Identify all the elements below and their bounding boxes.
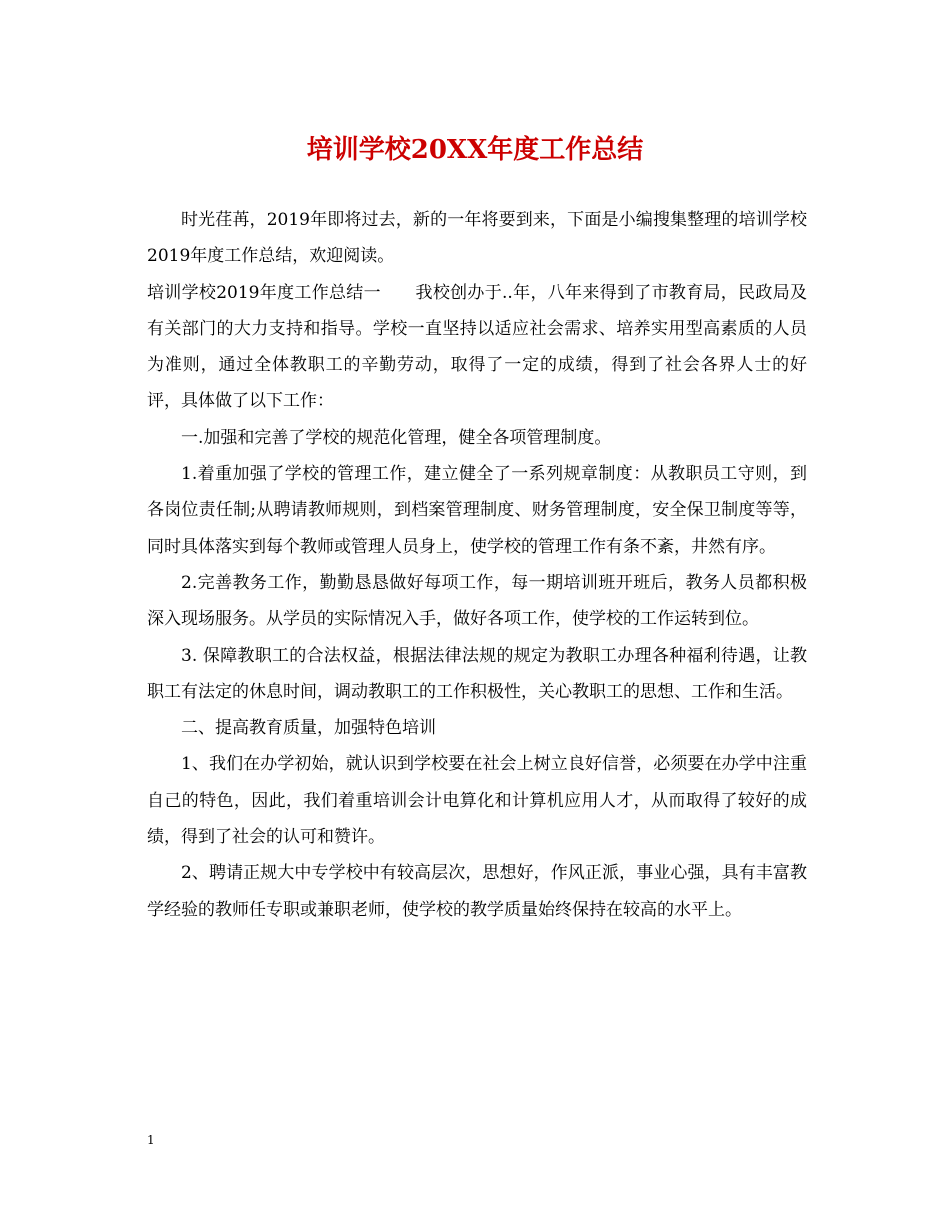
document-body [147,202,807,928]
paragraph-section-two-item-2: 2、聘请正规大中专学校中有较高层次，思想好，作风正派，事业心强，具有丰富教学经验的教师任专职或兼职老师，使学校的教学质量始终保持在较高的水平上。 [147,863,807,920]
document-title: 培训学校20XX年度工作总结 [306,135,644,165]
paragraph-summary-one: 培训学校2019年度工作总结一 我校创办于..年，八年来得到了市教育局，民政局及有关部门的大力支持和指导。学校一直坚持以适应社会需求、培养实用型高素质的人员为准则，通过全体教职工的辛勤劳动，取得了一定的成绩，得到了社会各界人士的好评，具体做了以下工作： [147,282,807,412]
paragraph-intro: 时光荏苒，2019年即将过去，新的一年将要到来，下面是小编搜集整理的培训学校2019年度工作总结，欢迎阅读。 [147,210,807,267]
paragraph-section-two-item-1: 1、我们在办学初始，就认识到学校要在社会上树立良好信誉，必须要在办学中注重自己的特色，因此，我们着重培训会计电算化和计算机应用人才，从而取得了较好的成绩，得到了社会的认可和赞许。 [147,754,807,848]
page-number: 1 [147,1133,155,1147]
paragraph-item-3: 3. 保障教职工的合法权益，根据法律法规的规定为教职工办理各种福利待遇，让教职工有法定的休息时间，调动教职工的工作积极性，关心教职工的思想、工作和生活。 [147,645,807,702]
paragraph-section-one-heading: 一.加强和完善了学校的规范化管理，健全各项管理制度。 [181,427,612,448]
paragraph-item-2: 2.完善教务工作，勤勤恳恳做好每项工作，每一期培训班开班后，教务人员都积极深入现场服务。从学员的实际情况入手，做好各项工作，使学校的工作运转到位。 [147,572,807,630]
paragraph-section-two-heading: 二、提高教育质量，加强特色培训 [181,718,436,739]
paragraph-item-1: 1.着重加强了学校的管理工作，建立健全了一系列规章制度：从教职员工守则，到各岗位责任制;从聘请教师规则，到档案管理制度、财务管理制度，安全保卫制度等等，同时具体落实到每个教师或管理人员身上，使学校的管理工作有条不紊，井然有序。 [147,464,807,557]
